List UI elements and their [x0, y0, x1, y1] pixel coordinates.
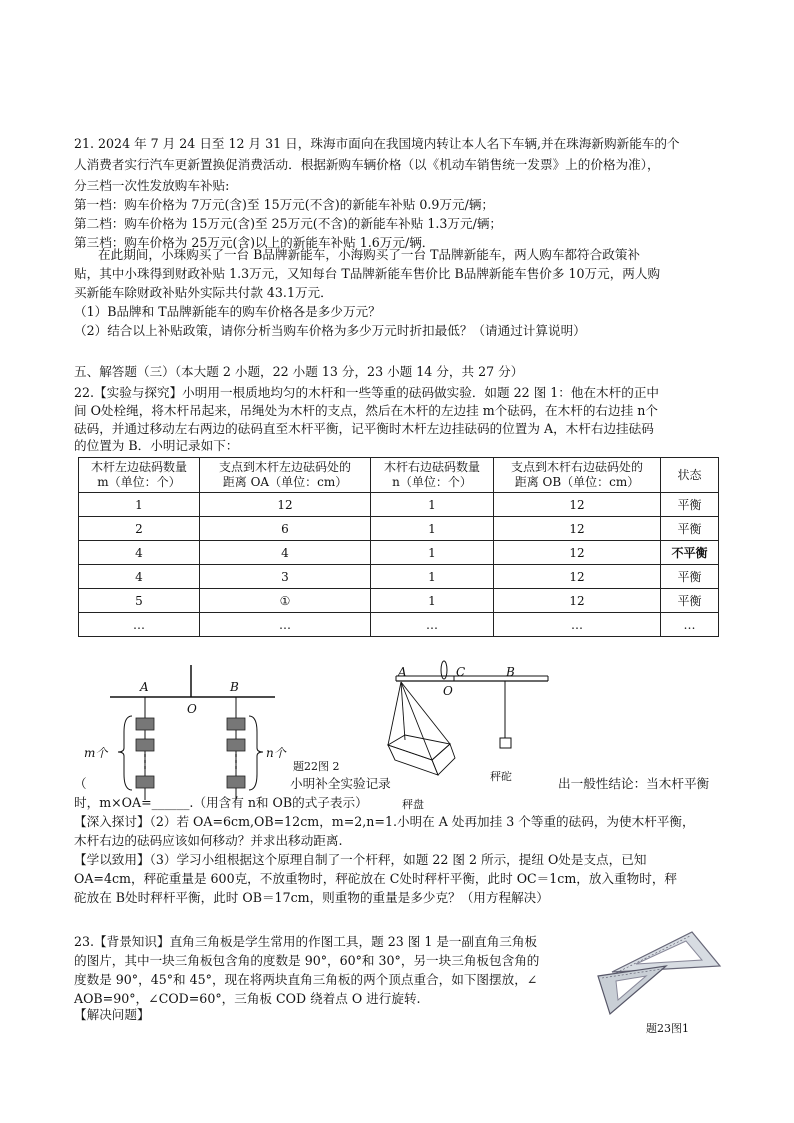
q22-part3-line3: 砣放在 B处时秤杆平衡，此时 OB＝17cm，则重物的重量是多少克？（用方程解决） [74, 890, 549, 905]
q21-line1: 21. 2024 年 7 月 24 日至 12 月 31 日，珠海市面向在我国境内转让本人名下车辆,并在珠海新购新能车的个 [74, 136, 680, 151]
table-cell: 4 [79, 565, 200, 589]
label-b2: B [506, 665, 515, 679]
q21-line3: 分三档一次性发放购车补贴: [74, 178, 230, 193]
q21-para3: 买新能车除财政补贴外实际共付款 43.1万元． [74, 285, 333, 300]
q22-part3-line1: 【学以致用】（3）学习小组根据这个原理自制了一个杆秤，如题 22 图 2 所示，提纽 O处是支点，已知 [74, 852, 647, 867]
label-a: A [140, 680, 149, 694]
q22-part1-end: 出一般性结论：当木杆平衡 [558, 776, 710, 791]
table-cell: 1 [371, 517, 494, 541]
label-b: B [230, 680, 239, 694]
counterweight [500, 738, 511, 748]
q22-line1: 22.【实验与探究】小明用一根质地均匀的木杆和一些等重的砝码做实验．如题 22 图 1：他在木杆的正中 [74, 385, 660, 400]
q22-part2-line1: 【深入探讨】（2）若 OA=6cm,OB=12cm，m=2,n=1.小明在 A 处再加挂 3 个等重的砝码，为使木杆平衡， [74, 814, 695, 829]
q23-line4: AOB=90°，∠COD=60°，三角板 COD 绕着点 O 进行旋转. [74, 991, 421, 1006]
table-cell: 12 [494, 517, 661, 541]
label-scale-pan: 秤盘 [402, 798, 424, 811]
label-a2: A [398, 665, 407, 679]
table-cell: 1 [371, 541, 494, 565]
right-brace [249, 716, 263, 790]
table-cell: 平衡 [661, 493, 719, 517]
section5-title: 五、解答题（三）（本大题 2 小题，22 小题 13 分，23 小题 14 分，共 27 分） [74, 364, 524, 379]
table-cell: … [200, 613, 371, 637]
q22-part1-formula: 时，m×OA=______.（用含有 n和 OB的式子表示） [74, 795, 368, 810]
table-header-cell: 木杆左边砝码数量 m（单位：个） [79, 458, 200, 493]
q22-part3-line2: OA=4cm，秤砣重量是 600克，不放重物时，秤砣放在 C处时秤杆平衡，此时 OC＝1cm，放入重物时，秤 [74, 871, 678, 886]
q21-para2: 贴，其中小珠得到财政补贴 1.3万元，又知每台 T品牌新能车售价比 B品牌新能车售价多 10万元，两人购 [74, 266, 661, 281]
q22-part2-line2: 木杆右边的砝码应该如何移动？并求出移动距离. [74, 833, 343, 848]
table-cell: 1 [371, 589, 494, 613]
table-cell: 1 [79, 493, 200, 517]
table-header-cell: 支点到木杆右边砝码处的 距离 OB（单位：cm） [494, 458, 661, 493]
table-header-cell: 木杆右边砝码数量 n（单位：个） [371, 458, 494, 493]
q22-part1-mid: 小明补全实验记录 [290, 776, 391, 791]
table-cell: 1 [371, 493, 494, 517]
left-brace [118, 716, 132, 790]
table-cell: 12 [200, 493, 371, 517]
label-o: O [187, 702, 197, 716]
table-cell: … [661, 613, 719, 637]
q23-figure-caption: 题23图1 [646, 1022, 689, 1035]
label-m-count: m个 [84, 746, 108, 760]
table-header-cell: 支点到木杆左边砝码处的 距离 OA（单位：cm） [200, 458, 371, 493]
q21-sub1: （1）B品牌和 T品牌新能车的购车价格各是多少万元？ [74, 304, 381, 319]
table-cell: 12 [494, 565, 661, 589]
table-cell: 1 [371, 565, 494, 589]
table-cell: 6 [200, 517, 371, 541]
label-o2: O [443, 684, 453, 698]
table-cell: 平衡 [661, 517, 719, 541]
table-cell: 4 [79, 541, 200, 565]
label-n-count: n个 [266, 746, 286, 760]
table-cell: 12 [494, 541, 661, 565]
table-cell: 4 [200, 541, 371, 565]
q21-tier1: 第一档：购车价格为 7万元(含)至 15万元(不含)的新能车补贴 0.9万元/辆； [74, 197, 495, 212]
table-cell: … [494, 613, 661, 637]
table-cell: 12 [494, 493, 661, 517]
q23-line3: 度数是 90°，45°和 45°，现在将两块直角三角板的两个顶点重合，如下图摆放，∠ [74, 972, 538, 987]
q21-tier2: 第二档：购车价格为 15万元(含)至 25万元(不含)的新能车补贴 1.3万元/辆； [74, 216, 503, 231]
figure-caption: 题22图 2 [293, 760, 340, 773]
table-cell: ① [200, 589, 371, 613]
table-cell: 平衡 [661, 565, 719, 589]
q21-para1: 在此期间，小珠购买了一台 B品牌新能车，小海购买了一台 T品牌新能车，两人购车都符合政策补 [98, 247, 641, 262]
q22-part1-open: （ [74, 776, 87, 791]
table-cell: 3 [200, 565, 371, 589]
label-counterweight: 秤砣 [490, 770, 512, 783]
q21-line2: 人消费者实行汽车更新置换促消费活动．根据新购车辆价格（以《机动车销售统一发票》上的价格为准）， [74, 157, 660, 172]
table-header-cell: 状态 [661, 458, 719, 493]
table-cell: 12 [494, 589, 661, 613]
q21-sub2: （2）结合以上补贴政策，请你分析当购车价格为多少万元时折扣最低？（请通过计算说明） [74, 323, 586, 338]
q23-line1: 23.【背景知识】直角三角板是学生常用的作图工具，题 23 图 1 是一副直角三角板 [74, 934, 538, 949]
q23-line2: 的图片，其中一块三角板包含角的度数是 90°，60°和 30°，另一块三角板包含角的 [74, 953, 540, 968]
table-cell: … [371, 613, 494, 637]
set-square-image [596, 926, 724, 1016]
steelyard-figure [388, 661, 548, 775]
q22-line3: 砝码，并通过移动左右两边的砝码直至木杆平衡，记平衡时木杆左边挂砝码的位置为 A，木杆右边挂砝码 [74, 421, 654, 436]
q22-line4: 的位置为 B．小明记录如下： [74, 438, 239, 453]
q21-tier3: 第三档：购车价格为 25万元(含)以上的新能车补贴 1.6万元/辆． [74, 235, 435, 250]
q23-line5: 【解决问题】 [74, 1007, 150, 1022]
table-cell: 2 [79, 517, 200, 541]
table-cell: … [79, 613, 200, 637]
table-cell: 平衡 [661, 589, 719, 613]
q22-line2: 间 O处栓绳，将木杆吊起来，吊绳处为木杆的支点，然后在木杆的左边挂 m个砝码，在木杆的右边挂 n个 [74, 403, 658, 418]
table-cell: 5 [79, 589, 200, 613]
label-c: C [456, 665, 466, 679]
table-cell: 不平衡 [661, 541, 719, 565]
